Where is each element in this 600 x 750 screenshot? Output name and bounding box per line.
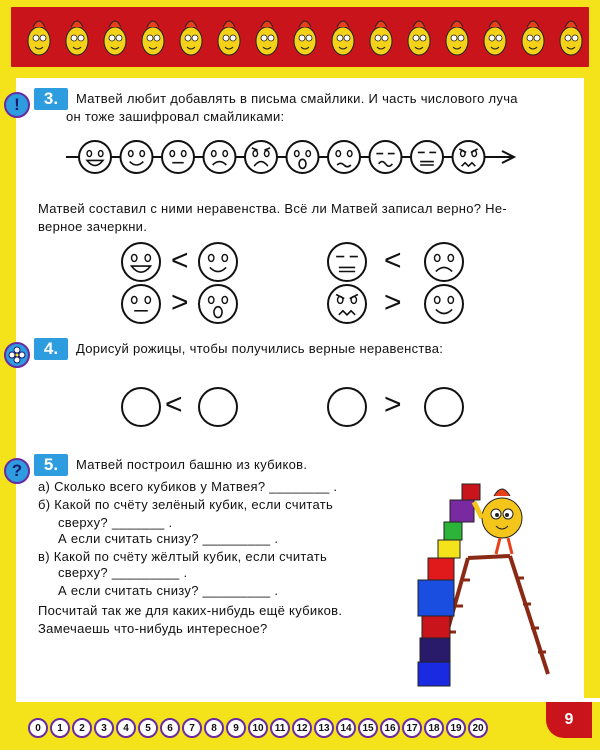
ineq-2-sign: > [171, 286, 189, 319]
ineq-4-sign: > [384, 286, 402, 319]
task-4-sign-gt: > [384, 388, 402, 421]
cube-yellow [438, 540, 460, 558]
cube-tower-illustration [410, 478, 560, 690]
number-strip-item: 15 [358, 718, 378, 738]
task-5-c3: А если считать снизу? _________ . [58, 583, 279, 598]
number-strip-item: 14 [336, 718, 356, 738]
number-strip-item: 0 [28, 718, 48, 738]
task-5-b3: А если считать снизу? _________ . [58, 531, 279, 546]
number-strip-item: 5 [138, 718, 158, 738]
task-5-number: 5. [34, 454, 68, 476]
task-5-end-2: Замечаешь что-нибудь интересное? [38, 621, 268, 636]
number-strip-item: 12 [292, 718, 312, 738]
task-3-number: 3. [34, 88, 68, 110]
cube-green [444, 522, 462, 540]
blank-face-1[interactable] [122, 388, 160, 426]
blank-face-2[interactable] [199, 388, 237, 426]
number-strip-item: 13 [314, 718, 334, 738]
task-5-end-1: Посчитай так же для каких-нибудь ещё кубиков. [38, 603, 343, 618]
cube-navy [420, 638, 450, 662]
number-strip-item: 1 [50, 718, 70, 738]
number-strip-item: 20 [468, 718, 488, 738]
cube-red-lower [422, 616, 450, 638]
number-strip-item: 7 [182, 718, 202, 738]
number-strip [28, 718, 488, 738]
task-5-a: а) Сколько всего кубиков у Матвея? ________ . [38, 479, 338, 494]
blank-face-4[interactable] [425, 388, 463, 426]
number-strip-item: 11 [270, 718, 290, 738]
cube-blue-big [418, 580, 454, 616]
page-number: 9 [546, 702, 592, 738]
cube-blue-bottom [418, 662, 450, 686]
task-4-number: 4. [34, 338, 68, 360]
exclamation-icon: ! [4, 92, 30, 118]
chick-character [474, 489, 522, 554]
number-strip-item: 2 [72, 718, 92, 738]
task-5-c2: сверху? _________ . [58, 565, 188, 580]
task-5-intro: Матвей построил башню из кубиков. [76, 457, 308, 472]
cube-red [428, 558, 454, 580]
number-strip-item: 16 [380, 718, 400, 738]
cubes [418, 484, 480, 686]
number-strip-item: 3 [94, 718, 114, 738]
number-strip-item: 10 [248, 718, 268, 738]
ineq-1-sign: < [171, 244, 189, 277]
task-5-b2: сверху? _______ . [58, 515, 173, 530]
number-strip-item: 18 [424, 718, 444, 738]
number-strip-item: 6 [160, 718, 180, 738]
question-icon: ? [4, 458, 30, 484]
task-3-text-2: он тоже зашифровал смайликами: [66, 109, 285, 124]
ineq-3-sign: < [384, 244, 402, 277]
task-3-text-4: верное зачеркни. [38, 219, 148, 234]
task-5-c1: в) Какой по счёту жёлтый кубик, если считать [38, 549, 328, 564]
task-5-b1: б) Какой по счёту зелёный кубик, если считать [38, 497, 334, 512]
task-3-text-1: Матвей любит добавлять в письма смайлики. И часть числового луча [76, 91, 518, 106]
number-strip-item: 19 [446, 718, 466, 738]
task-3-text-3: Матвей составил с ними неравенства. Всё ли Матвей записал верно? Не- [38, 201, 508, 216]
number-strip-item: 9 [226, 718, 246, 738]
task-4-text: Дорисуй рожицы, чтобы получились верные неравенства: [76, 341, 444, 356]
number-strip-item: 17 [402, 718, 422, 738]
number-strip-item: 4 [116, 718, 136, 738]
number-strip-item: 8 [204, 718, 224, 738]
cube-red-small [462, 484, 480, 500]
blank-face-3[interactable] [328, 388, 366, 426]
cube-purple [450, 500, 474, 522]
task-4-sign-lt: < [165, 388, 183, 421]
